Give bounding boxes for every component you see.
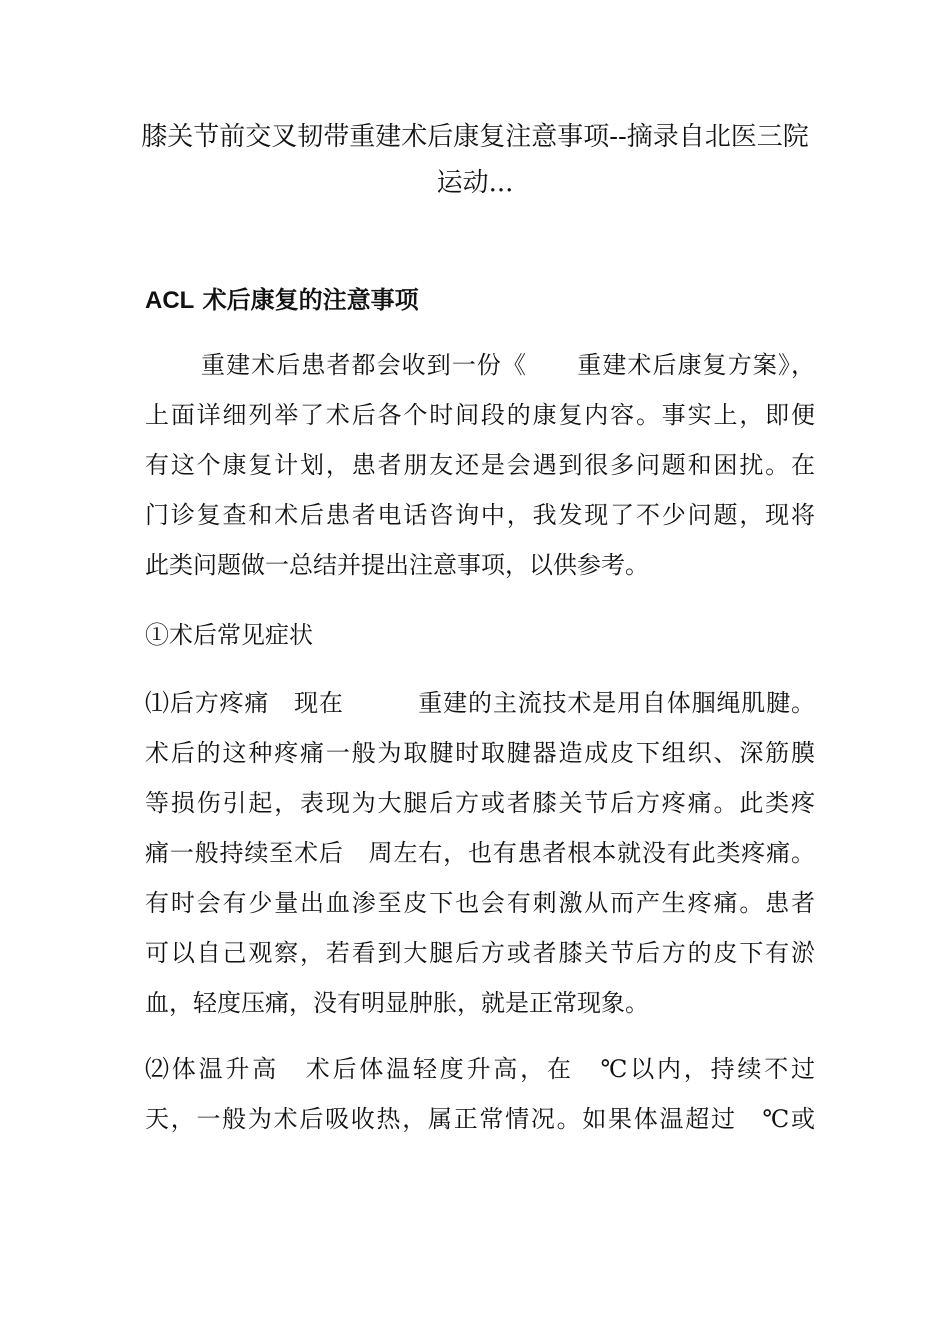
paragraph-line: ⑴后方疼痛 现在 重建的主流技术是用自体腘绳肌腱。 — [145, 689, 815, 717]
document-title — [120, 114, 830, 206]
item1-paragraph — [145, 678, 815, 1028]
section-heading — [145, 282, 419, 319]
section-title — [145, 610, 815, 660]
paragraph-line: 有这个康复计划，患者朋友还是会遇到很多问题和困扰。在 — [145, 451, 815, 479]
paragraph-line: 术后的这种疼痛一般为取腱时取腱器造成皮下组织、深筋膜 — [145, 739, 815, 767]
paragraph-line: 天，一般为术后吸收热，属正常情况。如果体温超过 ℃或 — [145, 1105, 815, 1133]
heading-text: 术后康复的注意事项 — [194, 285, 419, 314]
paragraph-line: ⑵体温升高 术后体温轻度升高，在 ℃以内，持续不过 — [145, 1055, 815, 1083]
paragraph-line: 上面详细列举了术后各个时间段的康复内容。事实上，即便 — [145, 401, 815, 429]
paragraph-line: 此类问题做一总结并提出注意事项，以供参考。 — [145, 551, 649, 579]
paragraph-line: 痛一般持续至术后 周左右，也有患者根本就没有此类疼痛。 — [145, 839, 815, 867]
paragraph-line: 有时会有少量出血渗至皮下也会有刺激从而产生疼痛。患者 — [145, 889, 815, 917]
paragraph-line: 可以自己观察，若看到大腿后方或者膝关节后方的皮下有淤 — [145, 939, 815, 967]
intro-paragraph — [145, 340, 815, 590]
heading-acl: ACL — [145, 287, 195, 314]
title-line: 膝关节前交叉韧带重建术后康复注意事项--摘录自北医三院 — [141, 122, 809, 152]
paragraph-line: 门诊复查和术后患者电话咨询中，我发现了不少问题，现将 — [145, 501, 815, 529]
paragraph-line: 重建术后患者都会收到一份《 重建术后康复方案》， — [201, 351, 815, 379]
paragraph-line: 等损伤引起，表现为大腿后方或者膝关节后方疼痛。此类疼 — [145, 789, 815, 817]
title-line: 运动... — [436, 168, 514, 198]
item2-paragraph — [145, 1044, 815, 1144]
paragraph-line: 血，轻度压痛，没有明显肿胀，就是正常现象。 — [145, 989, 649, 1017]
section-title-text: ①术后常见症状 — [145, 621, 313, 649]
